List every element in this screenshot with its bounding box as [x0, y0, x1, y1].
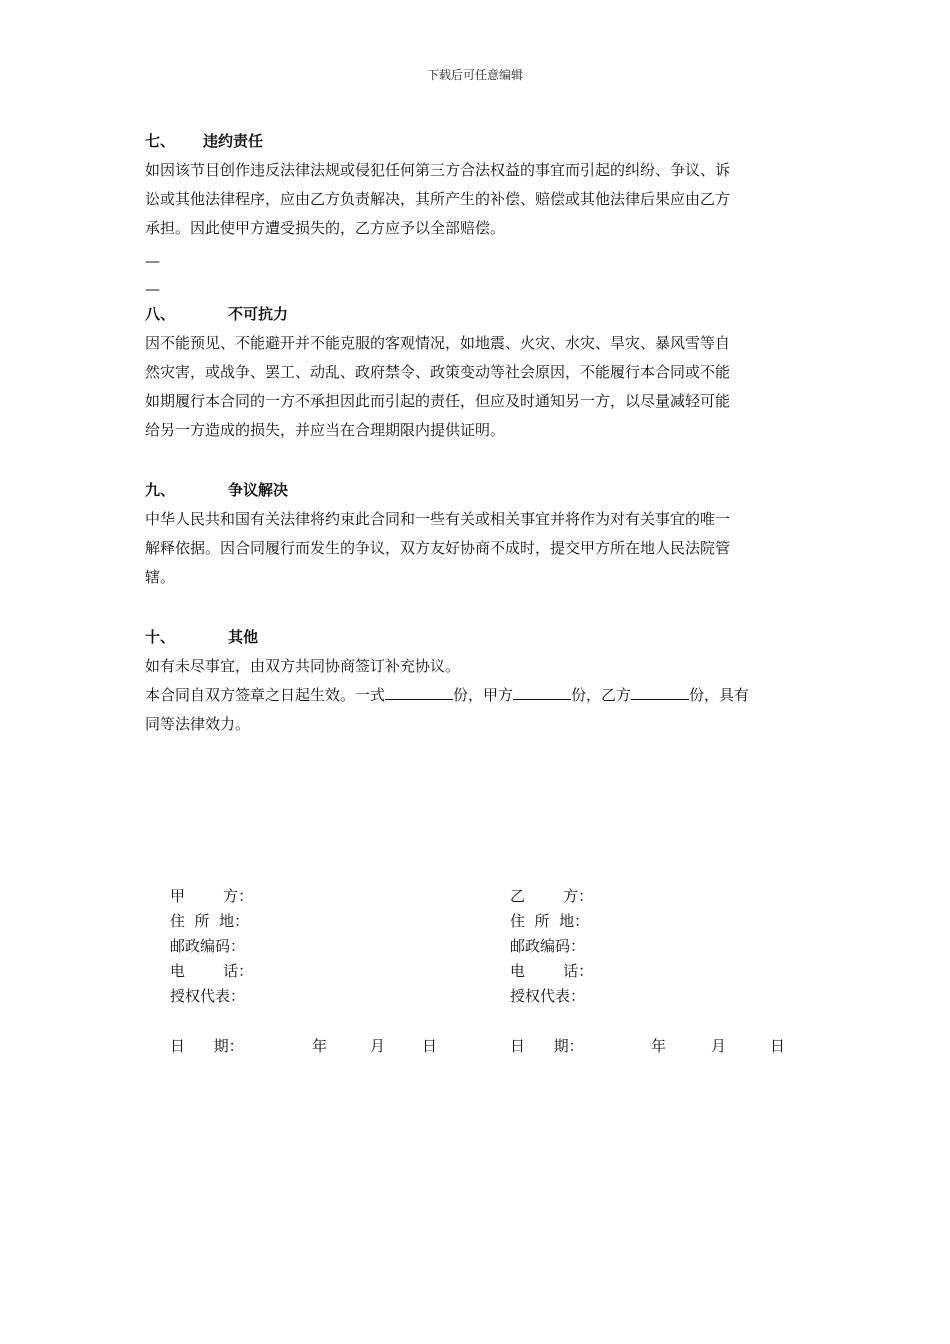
party-b-month-label: 月 [711, 1037, 727, 1055]
party-a-phone-label: 电 话： [170, 962, 254, 980]
section-9-text [145, 505, 807, 592]
section-7-heading [145, 130, 807, 152]
section-7-line: 如因该节目创作违反法律法规或侵犯任何第三方合法权益的事宜而引起的纠纷、争议、诉 [145, 161, 731, 179]
total-copies-blank[interactable] [385, 684, 453, 700]
party-a-copies-blank[interactable] [513, 684, 571, 700]
party-a-rep-label: 授权代表： [170, 987, 246, 1005]
section-7-text [145, 156, 807, 243]
section-9-number: 九、 [145, 481, 176, 499]
page-header: 下载后可任意编辑 [426, 68, 523, 82]
section-10-line: 同等法律效力。 [145, 715, 251, 733]
section-8-text [145, 329, 807, 445]
party-b-day-label: 日 [770, 1037, 786, 1055]
section-8-line: 然灾害，或战争、罢工、动乱、政府禁令、政策变动等社会原因，不能履行本合同或不能 [145, 363, 731, 381]
party-a-postcode-label: 邮政编码： [170, 937, 246, 955]
copies-text: 份，乙方 [571, 686, 632, 704]
party-a-day-label: 日 [422, 1037, 438, 1055]
section-10-title: 其他 [228, 628, 259, 646]
contract-body [145, 130, 807, 739]
party-b-signature-block [510, 884, 593, 1009]
section-10-heading [145, 626, 807, 648]
party-b-year-label: 年 [651, 1037, 667, 1055]
section-8-title: 不可抗力 [228, 305, 289, 323]
party-b-phone-label: 电 话： [510, 962, 594, 980]
party-a-signature-block [170, 884, 253, 1009]
party-a-month-label: 月 [370, 1037, 386, 1055]
party-b-postcode-label: 邮政编码： [510, 937, 586, 955]
party-b-copies-blank[interactable] [631, 684, 689, 700]
copies-text: 份，甲方 [453, 686, 514, 704]
party-a-name-label: 甲 方： [170, 887, 254, 905]
section-7-line: 讼或其他法律程序，应由乙方负责解决，其所产生的补偿、赔偿或其他法律后果应由乙方 [145, 190, 731, 208]
section-9-line: 中华人民共和国有关法律将约束此合同和一些有关或相关事宜并将作为对有关事宜的唯一 [145, 510, 731, 528]
party-a-address-label: 住 所 地： [170, 912, 250, 930]
section-7-title: 违约责任 [203, 132, 264, 150]
section-10-number: 十、 [145, 628, 176, 646]
section-9-title: 争议解决 [228, 481, 289, 499]
section-8-number: 八、 [145, 305, 176, 323]
section-9-heading [145, 479, 807, 501]
section-8-line: 给另一方造成的损失，并应当在合理期限内提供证明。 [145, 421, 506, 439]
copies-line [145, 681, 807, 710]
section-10-text [145, 652, 807, 739]
section-7-number: 七、 [145, 132, 176, 150]
copies-text: 本合同自双方签章之日起生效。一式 [145, 686, 386, 704]
copies-text: 份，具有 [689, 686, 750, 704]
section-10-line: 如有未尽事宜，由双方共同协商签订补充协议。 [145, 657, 461, 675]
section-8-line: 因不能预见、不能避开并不能克服的客观情况，如地震、火灾、水灾、旱灾、暴风雪等自 [145, 334, 731, 352]
section-7-line: 承担。因此使甲方遭受损失的，乙方应予以全部赔偿。 [145, 219, 506, 237]
section-8-line: 如期履行本合同的一方不承担因此而引起的责任，但应及时通知另一方，以尽量减轻可能 [145, 392, 731, 410]
party-b-name-label: 乙 方： [510, 887, 594, 905]
section-8-heading [145, 303, 807, 325]
dash-mark: — [145, 280, 160, 298]
party-a-year-label: 年 [312, 1037, 328, 1055]
section-9-line: 辖。 [145, 568, 176, 586]
party-b-date-label: 日 期： [510, 1037, 584, 1055]
dash-mark: — [145, 252, 160, 270]
party-b-address-label: 住 所 地： [510, 912, 590, 930]
party-b-rep-label: 授权代表： [510, 987, 586, 1005]
section-9-line: 解释依据。因合同履行而发生的争议，双方友好协商不成时，提交甲方所在地人民法院管 [145, 539, 731, 557]
party-a-date-label: 日 期： [170, 1037, 244, 1055]
